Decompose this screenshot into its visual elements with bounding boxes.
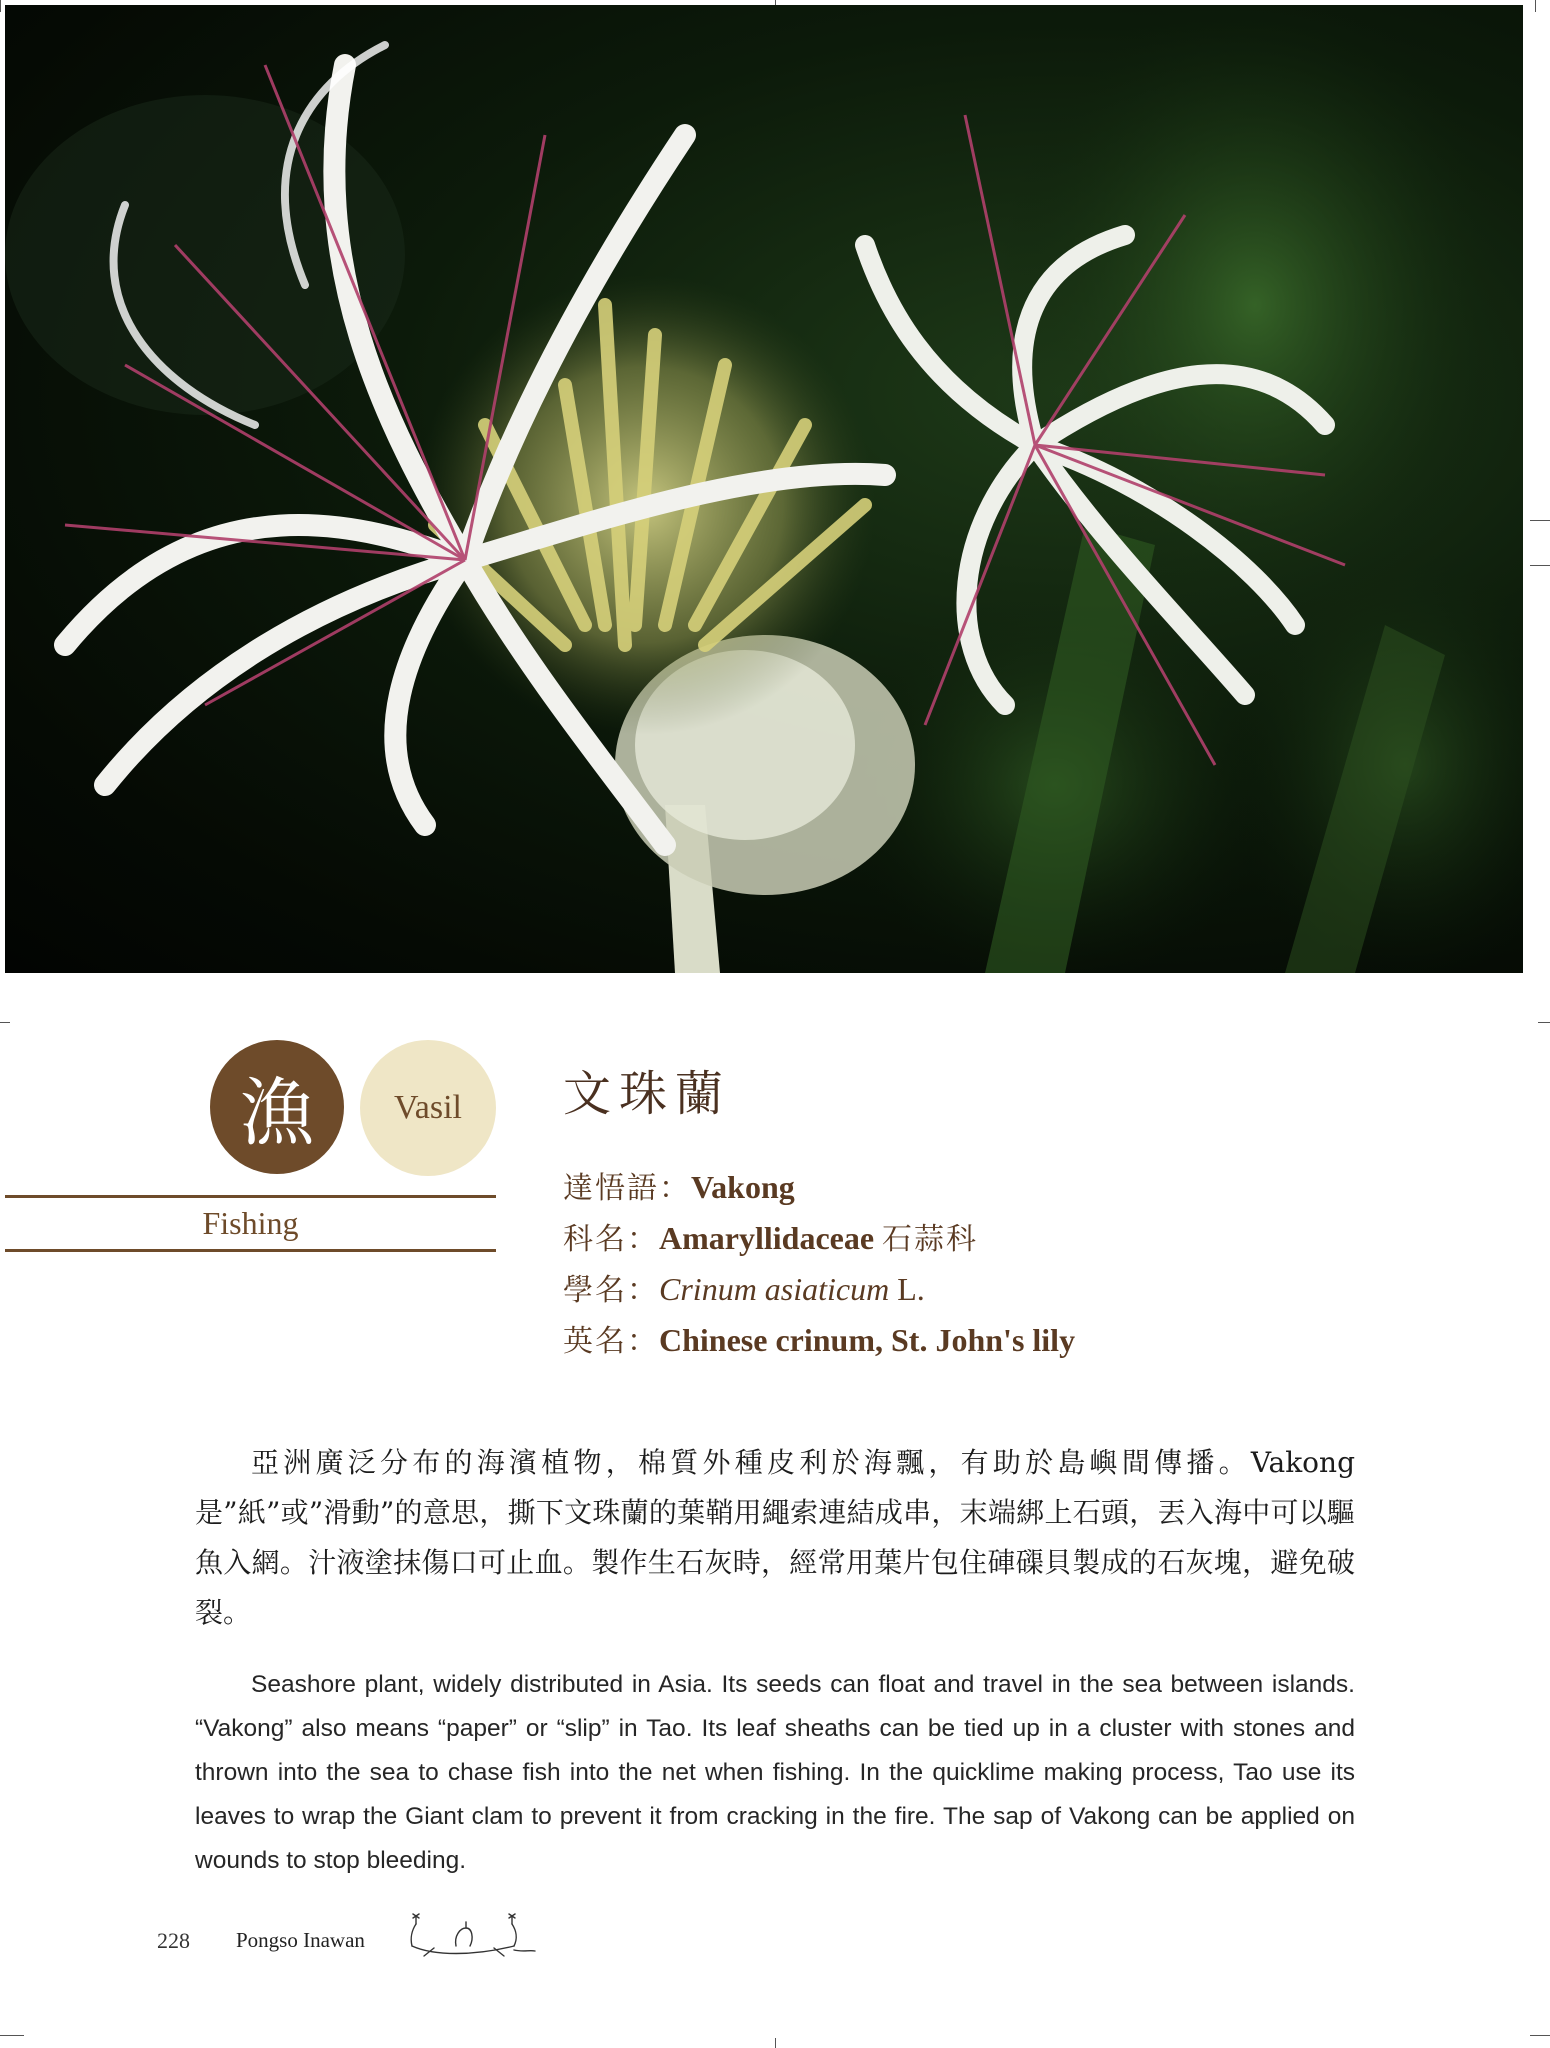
- scientific-name: Crinum asiaticum: [659, 1271, 890, 1307]
- tao-name-label: 達悟語：: [563, 1171, 691, 1206]
- english-name-row: [563, 1316, 1075, 1360]
- crop-mark: [775, 2038, 776, 2048]
- crop-mark: [1530, 565, 1550, 566]
- page-number: 228: [157, 1928, 190, 1953]
- tao-word: Vasil: [394, 1089, 462, 1126]
- family-label: 科名：: [563, 1222, 659, 1257]
- tao-word-badge: [360, 1040, 496, 1176]
- scientific-name-row: [563, 1265, 925, 1309]
- tao-name-row: [563, 1163, 795, 1207]
- book-title: Pongso Inawan: [236, 1928, 365, 1952]
- tao-boat-sketch-icon: [404, 1910, 536, 1960]
- english-name-label: 英名：: [563, 1324, 659, 1359]
- category-english: Fishing: [202, 1205, 299, 1241]
- family-latin: Amaryllidaceae: [659, 1220, 875, 1256]
- crop-mark: [1538, 1022, 1550, 1023]
- crop-mark: [1530, 2035, 1550, 2036]
- divider-bottom: [5, 1249, 496, 1252]
- tao-name-value: Vakong: [691, 1169, 795, 1205]
- crop-mark: [1530, 520, 1550, 521]
- crop-mark: [0, 2035, 24, 2036]
- flower-illustration: [5, 5, 1523, 973]
- crinum-flower-photo: [5, 5, 1523, 973]
- english-name: Chinese crinum, St. John's lily: [659, 1322, 1076, 1358]
- scientific-name-label: 學名：: [563, 1273, 659, 1308]
- crop-mark: [1535, 0, 1536, 12]
- crop-mark: [0, 1022, 10, 1023]
- category-char: 漁: [240, 1070, 314, 1156]
- family-row: [563, 1214, 978, 1258]
- description-english: Seashore plant, widely distributed in Asia. Its seeds can float and travel in the sea between islands. “Vakong” also means “paper” or “slip” in Tao. Its leaf sheaths can be tied up in a cluster with stones and thrown into the sea to chase fish into the net when fishing. In the quicklime making process, Tao use its leaves to wrap the Giant clam to prevent it from cracking in the fire. The sap of Vakong can be applied on wounds to stop bleeding.: [195, 1670, 1355, 1874]
- scientific-author: L.: [897, 1271, 925, 1307]
- category-char-badge: [210, 1040, 344, 1174]
- family-chinese: 石蒜科: [882, 1222, 979, 1257]
- divider-top: [5, 1195, 496, 1198]
- crop-mark: [0, 0, 1, 12]
- description-chinese: 亞洲廣泛分布的海濱植物，棉質外種皮利於海飄，有助於島嶼間傳播。Vakong 是”紙”或”滑動”的意思，撕下文珠蘭的葉鞘用繩索連結成串，末端綁上石頭，丟入海中可以驅魚入網。汁液塗抹傷口可止血。製作生石灰時，經常用葉片包住硨磲貝製成的石灰塊，避免破裂。: [195, 1446, 1355, 1629]
- plant-name-chinese: 文珠蘭: [563, 1066, 732, 1122]
